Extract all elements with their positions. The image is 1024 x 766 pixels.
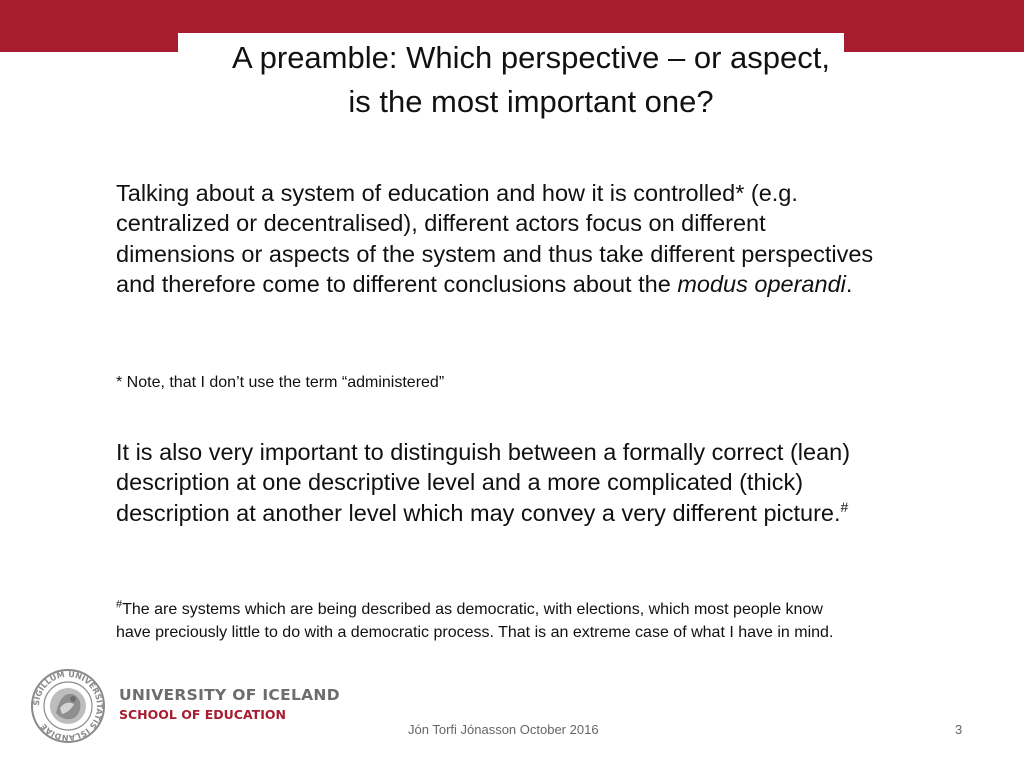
footnote-2-marker: # <box>116 598 123 611</box>
paragraph-1 <box>116 178 886 299</box>
paragraph-2-text: It is also very important to distinguish between a formally correct (lean) description at one descriptive level and a more complicated (thick) description at another level which may convey a very different picture. <box>116 439 851 526</box>
university-seal-icon <box>30 668 106 744</box>
paragraph-1-text: Talking about a system of education and how it is controlled* (e.g. centralized or decentralised), different actors focus on different dimensions or aspects of the system and thus take different perspectives and therefore come to different conclusions about the <box>116 180 874 297</box>
page-number: 3 <box>955 722 963 737</box>
footer-author-date: Jón Torfi Jónasson October 2016 <box>408 722 599 737</box>
title-line-2: is the most important one? <box>348 84 714 119</box>
seal-text: SIGILLUM UNIVERSITATIS ISLANDIAE <box>31 669 105 743</box>
footnote-2-text: The are systems which are being described as democratic, with elections, which most people know have preciously little to do with a democratic process. That is an extreme case of what I have in mind. <box>116 601 834 641</box>
footnote-2 <box>116 598 856 644</box>
paragraph-1-italic: modus operandi <box>677 270 846 297</box>
paragraph-1-end: . <box>845 270 853 297</box>
paragraph-2-marker: # <box>840 498 849 515</box>
university-name: UNIVERSITY OF ICELAND <box>119 686 340 704</box>
footnote-1: * Note, that I don’t use the term “administered” <box>116 374 445 391</box>
school-name: SCHOOL OF EDUCATION <box>119 707 286 722</box>
slide-title <box>178 36 884 124</box>
title-line-1: A preamble: Which perspective – or aspect, <box>232 40 830 75</box>
paragraph-2 <box>116 437 886 528</box>
